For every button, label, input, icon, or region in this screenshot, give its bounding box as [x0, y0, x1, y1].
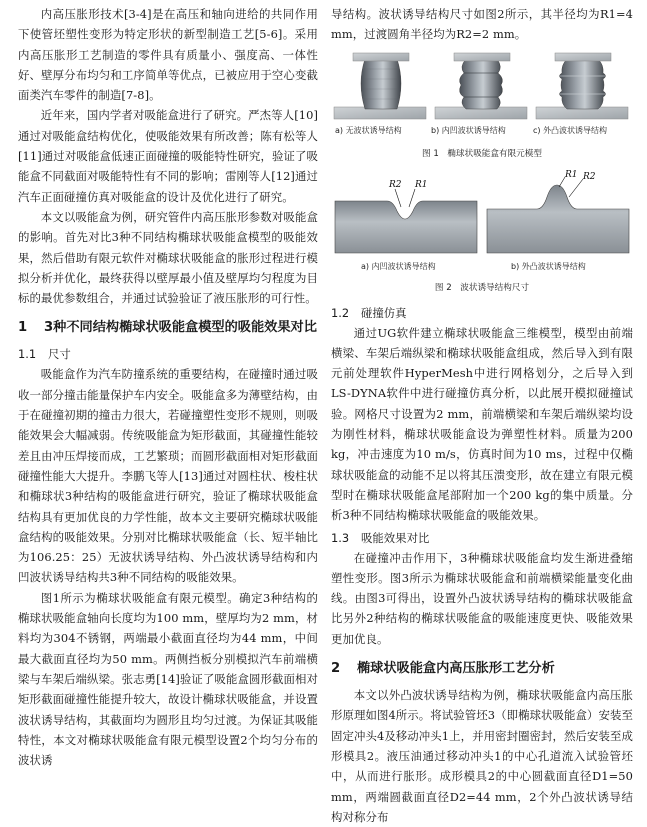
- right-column: [331, 4, 633, 827]
- figure-2-label-a: a) 内凹波状诱导结构: [361, 261, 436, 271]
- section-1-title: 3种不同结构椭球状吸能盒模型的吸能效果对比: [44, 320, 317, 336]
- figure-2: [331, 167, 633, 277]
- figure-2-caption: 图 2 波状诱导结构尺寸: [434, 282, 530, 293]
- section-1-2-title: 碰撞仿真: [361, 305, 407, 320]
- figure-1: [331, 49, 633, 141]
- fig1-model-c: [536, 53, 628, 119]
- fig1-model-a: [334, 53, 426, 119]
- figure-1-caption: 图 1 椭球状吸能盒有限元模型: [422, 148, 542, 159]
- section-1-2-paragraph: 通过UG软件建立椭球状吸能盒三维模型，模型由前端横梁、车架后端纵梁和椭球状吸能盒组成，然后导入到有限元前处理软件HyperMesh中进行网格划分，之后导入到LS-DYNA软件中进行碰撞仿真分析，以此展开模拟碰撞试验。网格尺寸设置为2 mm，前端横梁和车架后端纵梁均设为刚性材料，椭球状吸能盒设为弹塑性材料。质量为200 kg，冲击速度为10 m/s，仿真时间为10 ms，过程中仅椭球状吸能盒的动能不足以将其压溃变形，故在建立有限元模型时在椭球状吸能盒尾部附加一个200 kg的集中质量。分析3种不同结构椭球状吸能盒的吸能效果。: [331, 325, 633, 523]
- figure-2-label-b: b) 外凸波状诱导结构: [511, 261, 586, 271]
- fig2-a-r2-label: R2: [389, 179, 402, 190]
- fig2-b-r1-label: R1: [565, 169, 578, 180]
- section-1-heading: [18, 318, 318, 338]
- section-2-title: 椭球状吸能盒内高压胀形工艺分析: [357, 661, 555, 677]
- section-1-3-title: 吸能效果对比: [361, 530, 430, 545]
- figure-2-image: [331, 167, 633, 259]
- section-2-heading: [331, 659, 633, 679]
- intro-paragraph-3: 本文以吸能盒为例，研究管件内高压胀形参数对吸能盒的影响。首先对比3种不同结构椭球状吸能盒模型的吸能效果，然后借助有限元软件对椭球状吸能盒的胀形过程进行模拟分析并优化，最终获得以壁厚最小值及壁厚均匀程度为目标的最优参数组合，并通过试验验证了液压胀形的可行性。: [18, 209, 318, 306]
- fig2-model-a: [335, 180, 477, 253]
- figure-1-label-b: b) 内凹波状诱导结构: [431, 125, 506, 135]
- intro-paragraph-2: 近年来，国内学者对吸能盒进行了研究。严杰等人[10]通过对吸能盒结构优化，使吸能效果有所改善；陈有松等人[11]通过对吸能盒低速正面碰撞的吸能特性研究，验证了吸能盒不同截面对吸能特性有不同的影响；雷刚等人[12]通过汽车正面碰撞仿真对吸能盒的设计及优化进行了研究。: [18, 108, 318, 204]
- section-1-3-number: 1.3: [331, 530, 350, 545]
- figure-1-label-c: c) 外凸波状诱导结构: [533, 125, 608, 135]
- section-1-1-paragraph-1: 吸能盒作为汽车防撞系统的重要结构，在碰撞时通过吸收一部分撞击能量保护车内安全。吸能盒多为薄壁结构，由于在碰撞初期的撞击力很大，若碰撞塑性变形不规则，则吸能效果会大幅减弱。传统吸能盒为矩形截面，其碰撞性能较差且由冲压焊接而成，工艺繁琐；而圆形截面相对矩形截面碰撞性能大大提升。李鹏飞等人[13]通过对圆柱状、梭柱状和椭球状3种结构的吸能盒进行研究，验证了椭球状吸能盒结构具有更加优良的力学性能，故本文主要研究椭球状吸能盒结构的吸能效果。分别对比椭球状吸能盒（长、短半轴比为106.25：25）无波状诱导结构、外凸波状诱导结构和内凹波状诱导结构共3种不同结构的吸能效果。: [18, 367, 318, 585]
- section-1-3-paragraph: 在碰撞冲击作用下，3种椭球状吸能盒均发生渐进叠缩塑性变形。图3所示为椭球状吸能盒和前端横梁能量变化曲线。由图3可得出，设置外凸波状诱导结构的椭球状吸能盒比另外2种结构的椭球状吸能盒的吸能速度更快、吸能效果更加优良。: [331, 550, 633, 646]
- section-2-number: 2: [331, 661, 341, 677]
- section-1-1-paragraph-2: 图1所示为椭球状吸能盒有限元模型。确定3种结构的椭球状吸能盒轴向长度均为100 mm，壁厚均为2 mm，材料均为304不锈钢，两端最小截面直径均为44 mm，中间最大截面直径均为50 mm。两侧挡板分别模拟汽车前端横梁与车架后端纵梁。张志勇[14]验证了吸能盒圆形截面相对矩形截面碰撞性能提升较大，故设计椭球状吸能盒，并设置波状诱导结构，其截面均为圆形且均匀过渡。为保证其吸能特性，本文对椭球状吸能盒有限元模型设置2个均匀分布的波状诱: [18, 590, 318, 768]
- section-1-number: 1: [18, 320, 28, 336]
- section-1-3-heading: [331, 528, 633, 548]
- continued-paragraph: 导结构。波状诱导结构尺寸如图2所示，其半径均为R1=4 mm，过渡圆角半径均为R2=2 mm。: [331, 7, 633, 42]
- section-2-paragraph: 本文以外凸波状诱导结构为例，椭球状吸能盒内高压胀形原理如图4所示。将试验管坯3（即椭球状吸能盒）安装至固定冲头4及移动冲头1上，并用密封圈密封，然后安装至成形模具2。液压油通过移动冲头1的中心孔道流入试验管坯中，从而进行胀形。成形模具2的中心圆截面直径D1=50 mm，两端圆截面直径D2=44 mm，2个外凸波状诱导结构对称分布: [331, 688, 633, 824]
- section-1-2-heading: [331, 303, 633, 323]
- intro-paragraph-1: 内高压胀形技术[3-4]是在高压和轴向进给的共同作用下使管坯塑性变形为特定形状的新型制造工艺[5-6]。采用内高压胀形工艺制造的零件具有质量小、强度高、一体性好、壁厚分布均匀和工序简单等优点，已被应用于空心变截面类汽车零件的制造[7-8]。: [18, 7, 318, 103]
- section-1-1-heading: [18, 344, 318, 364]
- section-1-1-title: 尺寸: [48, 347, 71, 362]
- left-column: [18, 4, 318, 770]
- fig2-a-r1-label: R1: [415, 179, 428, 190]
- figure-1-label-a: a) 无波状诱导结构: [335, 125, 402, 135]
- figure-1-image: [331, 49, 633, 129]
- fig2-model-b: [487, 170, 629, 253]
- section-1-1-number: 1.1: [18, 347, 37, 362]
- fig2-b-r2-label: R2: [583, 171, 596, 182]
- section-1-2-number: 1.2: [331, 305, 350, 320]
- fig1-model-b: [435, 53, 527, 119]
